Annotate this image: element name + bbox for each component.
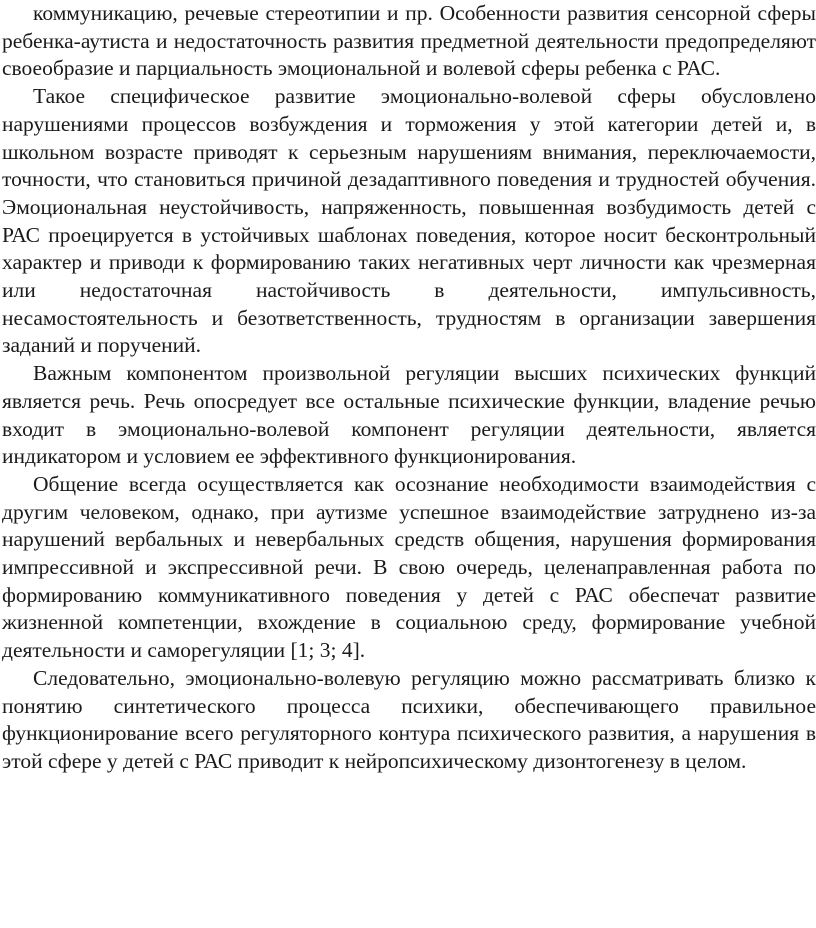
paragraph-conclusion: Следовательно, эмоционально-волевую регуляцию можно рассматривать близко к понятию синтетического процесса психики, обеспечивающего правильное функционирование всего регуляторного контура психического развития, а нарушения в этой сфере у детей с РАС приводит к нейропсихическому дизонтогенезу в целом.: [2, 665, 816, 773]
paragraph-communication: Общение всегда осуществляется как осознание необходимости взаимодействия с другим человеком, однако, при аутизме успешное взаимодействие затруднено из-за нарушений вербальных и невербальных средств общения, нарушения формирования импрессивной и экспрессивной речи. В свою очередь, целенаправленная работа по формированию коммуникативного поведения у детей с РАС обеспечат развитие жизненной компетенции, вхождение в социальною среду, формирование учебной деятельности и саморегуляции [1; 3; 4].: [2, 471, 816, 663]
paragraph-continuation: коммуникацию, речевые стереотипии и пр. Особенности развития сенсорной сферы ребенка-аутиста и недостаточность развития предметной деятельности предопределяют своеобразие и парциальность эмоциональной и волевой сферы ребенка с РАС.: [2, 1, 816, 81]
paragraph-speech-regulation: Важным компонентом произвольной регуляции высших психических функций является речь. Речь опосредует все остальные психические функции, владение речью входит в эмоционально-волевой компонент регуляции деятельности, является индикатором и условием ее эффективного функционирования.: [2, 361, 816, 469]
paragraph-emotional-volitional-development: Такое специфическое развитие эмоционально-волевой сферы обусловлено нарушениями процессов возбуждения и торможения у этой категории детей и, в школьном возрасте приводят к серьезным нарушениям внимания, переключаемости, точности, что становиться причиной дезадаптивного поведения и трудностей обучения. Эмоциональная неустойчивость, напряженность, повышенная возбудимость детей с РАС проецируется в устойчивых шаблонах поведения, которое носит бесконтрольный характер и приводи к формированию таких негативных черт личности как чрезмерная или недостаточная настойчивость в деятельности, импульсивность, несамостоятельность и безответственность, трудностям в организации завершения заданий и поручений.: [2, 84, 816, 358]
